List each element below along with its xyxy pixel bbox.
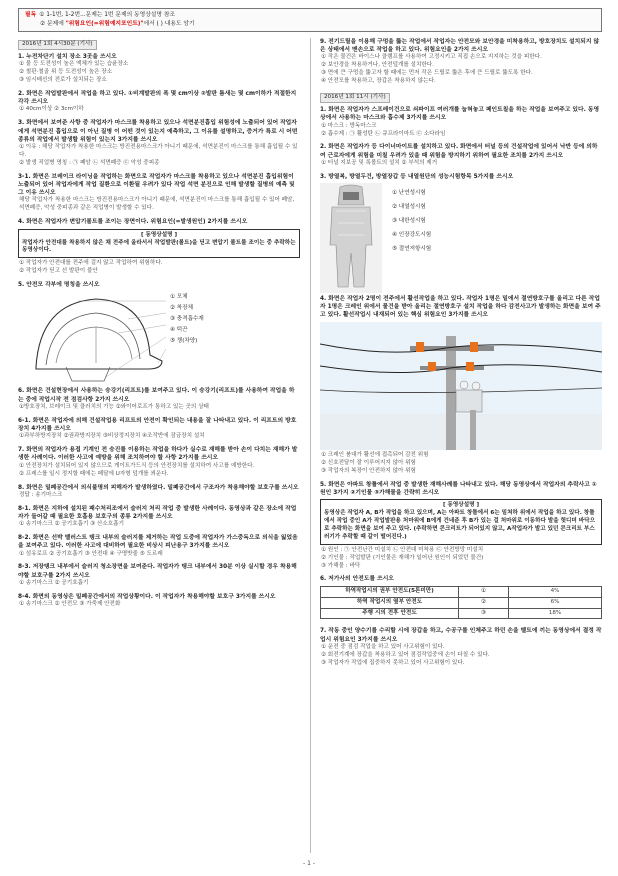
helmet-label: ④ 턱끈 <box>170 327 188 334</box>
left-column <box>18 38 300 609</box>
table-cell: 18% <box>509 608 602 619</box>
question-8-1: 8-1. 화면은 지하에 설치된 패수처리조에서 슬러지 처리 작업 중 발생한 사례이다. 동영상과 같은 장소에 작업자가 들어갈 때 필요한 호흡용 보호구의 종류 2가지를 쓰시오 <box>18 505 297 520</box>
video-description-box <box>320 499 602 545</box>
question-r3: 3. 방열복, 방열두건, 방열장갑 등 내열원단의 성능시험항목 5가지를 쓰시오 <box>320 173 514 180</box>
answer-line: ② 발생 직업병 명칭 : ㉠ 폐암 ㉡ 석면폐증 ㉢ 악성 중피종 <box>19 159 160 166</box>
table-cell: ② <box>459 597 509 608</box>
notice-line-1 <box>25 11 595 20</box>
answer-line: ④ 안전모를 착용하고, 장갑은 착용하지 않는다. <box>321 78 436 85</box>
answer-line: ① 마스크 : 방독마스크 <box>321 122 377 129</box>
answer-3 <box>18 144 300 168</box>
notice-line-2 <box>25 20 595 29</box>
helmet-label: ② 착장체 <box>170 305 194 312</box>
helmet-diagram <box>18 289 168 385</box>
answer-8-2: ① 섬유로프 ② 공기호흡기 ③ 안전대 ④ 구명밧줄 ⑤ 도르래 <box>19 550 163 557</box>
answer-6: ①방호장치, 브레이크 및 클러치의 기능 ②와이어로프가 통하고 있는 곳의 상태 <box>19 403 209 410</box>
table-cell: 주행 시의 전후 안전도 <box>321 608 459 619</box>
answer-2: ① 40cm이상 ② 3cm이하 <box>19 106 84 113</box>
document-page <box>18 8 602 868</box>
box-text: 작업자가 안전대를 착용하지 않은 채 전주에 올라서서 작업발판(볼트)을 딛고 변압기 볼트를 조이는 중 추락하는 동영상이다. <box>22 239 296 254</box>
question-1: 1. 누전차단기 설치 장소 3곳을 쓰시오 <box>18 53 117 60</box>
table-cell: ① <box>459 586 509 597</box>
table-row <box>321 586 602 597</box>
answer-8-4: ① 송기마스크 ② 안전모 ③ 가죽제 안전화 <box>19 601 121 608</box>
answer-8-3: ① 송기마스크 ② 공기호흡기 <box>19 579 89 586</box>
question-6: 6. 화면은 건설현장에서 사용하는 승강기(리프트)를 보여주고 있다. 이 승강기(리프트)를 사용하여 작업을 하는 중에 작업시작 전 점검사항 2가지 쓰시오 <box>18 388 295 403</box>
notice-line-2-post: 에서 ( ) 내용도 암기 <box>143 21 195 27</box>
answer-line: ① 안전장치가 설치되어 있지 않으므로 게이트가드식 등의 안전장치를 설치하여 사고를 예방한다. <box>19 462 255 469</box>
answer-line: ① 운전 중 점검 작업을 하고 있어 사고위험이 있다. <box>321 643 445 650</box>
suit-figure-row <box>320 183 602 295</box>
answer-9 <box>320 54 602 86</box>
test-item: ③ 내한성시험 <box>392 218 426 225</box>
box-title: [ 동영상설명 ] <box>442 501 480 508</box>
question-r6: 6. 저가사의 안전도를 쓰시오 <box>320 576 394 583</box>
question-8: 8. 화면은 밀폐공간에서 의식불명의 피해자가 발생하였다. 밀폐공간에서 구조자가 착용해야할 보호구를 쓰시오 <box>18 484 299 491</box>
helmet-figure-row <box>18 289 300 387</box>
question-5: 5. 안전모 각부에 명칭을 쓰시오 <box>18 282 100 289</box>
answer-line: ② 회전기계에 장갑을 착용하고 있어 점검작업중에 손이 다칠 수 있다. <box>321 651 490 658</box>
question-r7: 7. 작동 중인 양수기를 수리할 시에 장갑을 하고, 수공구를 인체주고 하던 손을 벨트에 끼는 동영상에서 결정 작업시 위험요인 3가지를 쓰시오 <box>320 628 602 643</box>
video-description-box <box>18 229 300 259</box>
answer-line: ① 작은 물건은 바이스나 클램프를 사용하여 고정시키고 직접 손으로 지지하는 것을 피한다. <box>321 54 542 61</box>
test-item: ⑤ 절연저항시험 <box>392 246 432 253</box>
answer-r4 <box>320 452 602 476</box>
answer-line: ② 프레스를 일시 정지할 때에는 페달에 U자형 덮개를 씌운다. <box>19 470 169 477</box>
question-8-4: 8-4. 화면의 동영상은 밀폐공간에서의 작업상황이다. 이 작업자가 착용해야할 보호구 3가지를 쓰시오 <box>18 593 276 600</box>
answer-r5 <box>320 547 602 571</box>
test-item-list <box>382 183 431 256</box>
heat-suit-photo <box>320 183 382 293</box>
question-r1: 1. 화면은 작업자가 스프레이건으로 쇠파이프 여러개를 눕혀놓고 페인트칠을 하는 작업을 보여주고 있다. 동영상에서 사용하는 마스크와 흡수제 3가지를 쓰시오 <box>320 107 600 122</box>
question-r2: 2. 화면은 작업자가 등 다이너마이트를 설치하고 있다. 화면에서 터널 등의 건설작업에 있어서 낙반 등에 의하여 근로자에게 위험을 미칠 우려가 있을 때 위험을 방지하기 위하여 필요한 조치를 2가지 쓰시오 <box>320 144 598 159</box>
question-7: 7. 화면의 작업자가 용접 기계인 전 승진를 이용하는 작업을 하다가 실수로 재해를 받아 손이 다치는 재해가 발생한 사례이다. 이러한 사고에 예방을 위해 조치하여야 할 사항 2가지를 쓰시오 <box>18 447 298 462</box>
answer-line: ③ 작업자가 작업에 집중하지 못하고 있어 사고위험이 있다. <box>321 659 465 666</box>
test-item: ④ 인장강도시험 <box>392 232 432 239</box>
answer-line: ③ 면에 큰 구멍을 뚫고자 할 때에는 먼저 작은 드릴로 뚫은 후에 큰 드릴로 뚫도록 한다. <box>321 70 533 77</box>
question-2: 2. 화면은 작업발판에서 작업을 하고 있다. ①비계발판의 폭 몇 cm이상 ②발판 틈새는 몇 cm이하가 적절한지 각각 쓰시오 <box>18 90 297 106</box>
answer-line: ③ 작업자의 복장이 안전하지 않아 위험 <box>321 467 416 474</box>
question-r4: 4. 화면은 작업자 2명이 전주에서 활선작업을 하고 있다. 작업자 1명은 밑에서 절연방호구를 올리고 다른 작업자 1명은 크레인 위에서 물건을 받아 올리는 절연방호구 설치 작업을 하다 감전사고가 발생하는 화면을 보여 주고 있다. 활선작업시 내재되어 있는 핵심 위험요인 3가지를 쓰시오 <box>320 296 601 319</box>
answer-line: ③ 임시배선의 전로가 설치되는 장소 <box>19 77 107 84</box>
answer-r7 <box>320 644 602 668</box>
exam-label: 2016년 1회 4시30분 (기사) <box>18 40 97 50</box>
helmet-label: ③ 충격흡수재 <box>170 316 204 323</box>
answer-line: ② 철판·철골 위 등 도전성이 높은 장소 <box>19 69 113 76</box>
box-text: 동영상은 작업자 A, B가 작업을 하고 있으며, A는 아파트 창틀에서 6는 밑쳐하 위에서 작업을 하고 있다. 창틀에서 작업 중인 A가 작업발판용 처마위에 B에게 건네준 후 B가 있는 걸 처마위로 이동하다 발을 헛디뎌 바닥으로 추락하는 화면을 보여 주고 있다. (추락하면 콘크리트가 되어있지 않고, A작업자가 발고 있던 콘크리트 부스러기가 추락할 때 같이 떨어진다.) <box>324 509 595 540</box>
answer-line: ① 물 등 도전성이 높은 액체가 있는 습윤장소 <box>19 61 129 68</box>
question-3-1: 3-1. 화면은 브레이크 라이닝을 작업하는 화면으로 작업자가 마스크를 착용하고 있으나 석면분진 흡입위험이 노출되어 있어 작업자에게 작업 질환으로 이환될 우려가 있다 작업 석면 분진으로 인해 발생할 질병의 예측 및 그 이유 쓰시오 <box>18 173 295 197</box>
question-3: 3. 화면에서 보여준 사항 중 작업자가 마스크를 착용하고 있으나 석면분진흡입 위험성에 노출되어 있어 작업자에게 석면분진 흡입으로 이 아닌 질병 이 어떤 것이 있는지 예측하고, 그 이유를 설명하고, 증거가 특로 시 어떤 종류의 작업에서 발생할 위험이 있는지 3가지를 쓰시오 <box>18 120 298 143</box>
notice-tag: 필독 <box>25 12 37 18</box>
answer-r1 <box>320 123 602 139</box>
question-9: 9. 전기드릴을 이용해 구멍을 뚫는 작업에서 작업자는 안전모와 보안경을 미착용하고, 방호장치도 설치되지 않은 상태에서 맨손으로 작업을 하고 있다. 위험요인을 2가지 쓰시오 <box>320 39 600 54</box>
answer-line: ② 신호전달이 잘 이루어지지 않아 위험 <box>321 459 416 466</box>
box-title: [ 동영상설명 ] <box>140 231 178 238</box>
helmet-labels <box>168 289 204 347</box>
question-r5: 5. 화면은 아파트 창틀에서 작업 중 발생한 재해사례를 나타내고 있다. 해당 동영상에서 작업자의 추락사고 ①원인 3가지 ②기인물 ③가해물을 간략히 쓰시오 <box>320 481 597 496</box>
table-row <box>321 597 602 608</box>
question-6-1: 6-1. 화면은 작업자에 의해 건설작업용 리프트의 안전이 확인되는 내용을 잘 나타내고 있다. 이 리프트의 방호장치 4가지를 쓰시오 <box>18 417 297 433</box>
answer-r2: ① 터널 지보공 및 록볼트의 설치 ② 부석의 제거 <box>321 159 438 166</box>
answer-line: ② 보안경을 착용하거나, 안전덮개를 설치한다. <box>321 62 434 69</box>
stability-table <box>320 586 602 620</box>
notice-line-1-text: ① 1-1번, 1-2번...문제는 1번 문제의 동영상설명 참조 <box>39 12 176 18</box>
helmet-label: ⑤ 챙(차양) <box>170 338 198 345</box>
answer-3-1: 해당 작업자가 착용한 마스크는 방진전용마스크가 아니기 때문에, 석면분진이 마스크를 통해 흡입될 수 있어 폐암, 석면폐증, 악성 중피종과 같은 직업병이 발생할 수 있다. <box>19 197 295 212</box>
table-cell: 하역작업시의 권부 안전도(5톤미만) <box>321 586 459 597</box>
question-8-2: 8-2. 화면은 선박 밸러스트 탱크 내부의 슬러지를 제거하는 작업 도중에 작업자가 가스중독으로 의식을 잃었음을 보여주고 있다. 이러한 사고에 대비하여 필요한 비상시 피난용구 3가지를 쓰시오 <box>18 535 298 550</box>
table-row <box>321 608 602 619</box>
answer-line: ③ 가해물 : 바닥 <box>321 562 361 569</box>
question-8-3: 8-3. 저장탱크 내부에서 슬러지 청소장면을 보여준다. 작업자가 탱크 내부에서 30분 이상 실시할 경우 착용해야할 보호구를 2가지 쓰시오 <box>18 564 297 579</box>
answer-line: ① 작업자가 안전대를 전주에 걸지 않고 작업하여 위험하다. <box>19 260 163 267</box>
question-4: 4. 화면은 작업자가 변압기볼트를 조이는 장면이다. 위험요인(=발생원인) 2가지를 쓰시오 <box>18 219 248 226</box>
answer-line: ② 기인물 : 작업발판 (기인물은 재해가 일어난 원인이 되었던 물건) <box>321 554 484 561</box>
answer-8-1: ① 송기마스크 ② 공기호흡기 ③ 산소호흡기 <box>19 521 124 528</box>
answer-4 <box>18 260 300 276</box>
answer-line: ① 이유 : 해당 작업자가 착용한 마스크는 방진전용마스크가 아니기 때문에, 석면분진이 마스크를 통해 흡입될 수 있다. <box>19 144 298 158</box>
answer-1 <box>18 61 300 85</box>
helmet-label: ① 모체 <box>170 294 188 301</box>
answer-6-1: ①과부하방지장치 ②권과방지장치 ③비상정지장치 ④조작반에 잠금장치 설치 <box>19 433 205 440</box>
answer-7 <box>18 463 300 479</box>
page-number: - 1 - <box>303 860 315 867</box>
exam-label: 2016년 1회 11시 (기사) <box>320 93 390 103</box>
answer-line: ① 크레인 붐대가 활선에 접촉되어 감전 위험 <box>321 451 429 458</box>
answer-line: ② 작업자가 딛고 선 발판이 불안 <box>19 268 98 275</box>
answer-line: ① 원인 : ㉠ 안전난간 미설치 ㉡ 안전대 미착용 ㉢ 안전방망 미설치 <box>321 546 484 553</box>
table-cell: 4% <box>509 586 602 597</box>
answer-8: 정답 : 송기마스크 <box>19 491 63 498</box>
notice-highlight: "위험요인(=위험예지포인트)" <box>65 21 144 27</box>
right-column <box>320 38 602 668</box>
table-cell: 하역 작업시의 옆부 안전도 <box>321 597 459 608</box>
powerline-photo <box>320 322 602 450</box>
notice-header <box>18 8 602 32</box>
notice-line-2-pre: ② 문제에 <box>40 21 66 27</box>
test-item: ① 난연성시험 <box>392 190 426 197</box>
test-item: ② 내열성시험 <box>392 204 426 211</box>
column-divider <box>310 38 311 853</box>
table-cell: ③ <box>459 608 509 619</box>
table-cell: 6% <box>509 597 602 608</box>
answer-line: ② 흡수제 : ㉠ 활성탄 ㉡ 큐프라이마트 ㉢ 소다라임 <box>321 130 446 137</box>
